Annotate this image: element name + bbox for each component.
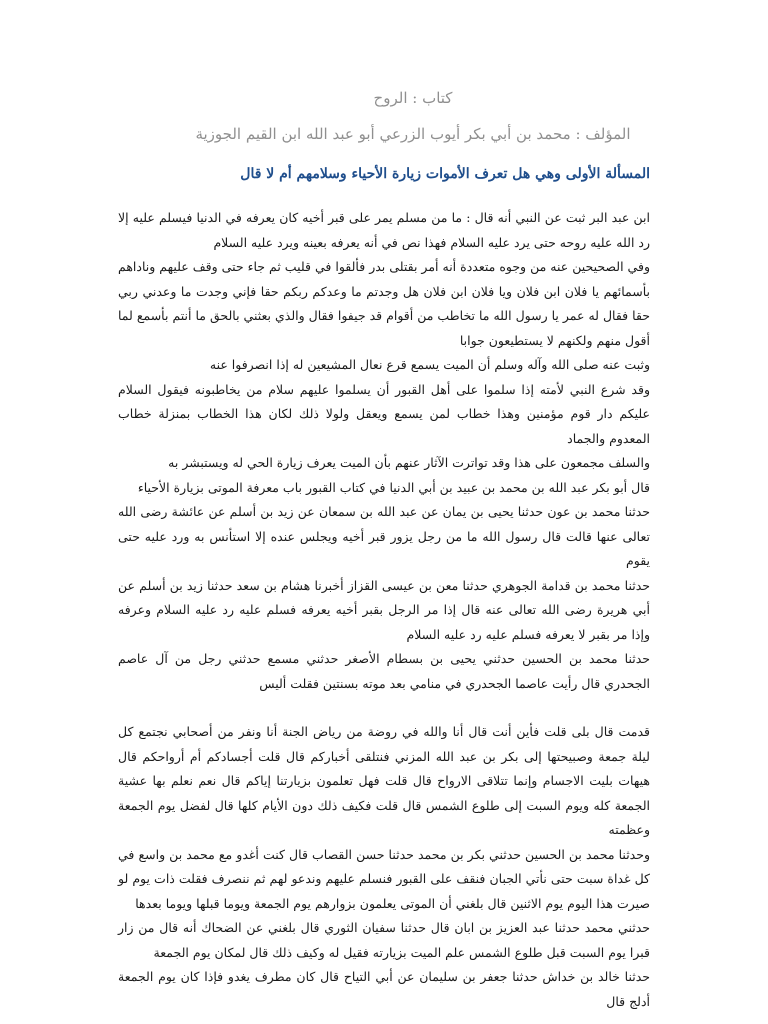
paragraph: وفي الصحيحين عنه من وجوه متعددة أنه أمر بقتلى بدر فألقوا في قليب ثم جاء حتى وقف عليهم وناداهم بأسمائهم يا فلان ابن فلان ويا فلان ابن فلان هل وجدتم ما وعدكم ربكم حقا فإني وجدت ما وعدني ربي حقا فقال له عمر يا رسول الله ما تخاطب من أقوام قد جيفوا فقال والذي بعثني بالحق ما أنتم بأسمع لما أقول منهم ولكنهم لا يستطيعون جوابا [118,259,650,348]
paragraph: حدثنا خالد بن خداش حدثنا جعفر بن سليمان عن أبي التياح قال كان مطرف يغدو فإذا كان يوم الجمعة أدلج قال [118,969,650,1009]
document-header [178,86,648,146]
book-author: المؤلف : محمد بن أبي بكر أيوب الزرعي أبو عبد الله ابن القيم الجوزية [195,125,631,143]
paragraph: حدثني محمد حدثنا عبد العزيز بن ابان قال حدثنا سفيان الثوري قال بلغني عن الضحاك أنه قال من زار قبرا يوم السبت قبل طلوع الشمس علم الميت بزيارته فقيل له وكيف ذلك قال لمكان يوم الجمعة [118,920,650,960]
paragraph: وثبت عنه صلى الله وآله وسلم أن الميت يسمع قرع نعال المشيعين له إذا انصرفوا عنه [209,357,650,372]
paragraph: قدمت قال بلى قلت فأين أنت قال أنا والله في روضة من رياض الجنة أنا ونفر من أصحابي نجتمع كل ليلة جمعة وصبيحتها إلى بكر بن عبد الله المزني فنتلقى أخباركم قال قلت أجسادكم أم أرواحكم قال هيهات بليت الاجسام وإنما تتلاقى الارواح قال قلت فهل تعلمون بزيارتنا إياكم قال نعم نعلم بها عشية الجمعة كله ويوم السبت إلى طلوع الشمس قال قلت فكيف ذلك دون الأيام كلها قال لفضل يوم الجمعة وعظمته [118,724,650,837]
document-body [118,206,650,1014]
paragraph: حدثنا محمد بن الحسين حدثني يحيى بن بسطام الأصغر حدثني مسمع حدثني رجل من آل عاصم الجحدري قال رأيت عاصما الجحدري في منامي بعد موته بسنتين فقلت أليس [118,651,650,691]
paragraph: قال أبو بكر عبد الله بن محمد بن عبيد بن أبي الدنيا في كتاب القبور باب معرفة الموتى بزيارة الأحياء [137,479,650,495]
paragraph: وقد شرع النبي لأمته إذا سلموا على أهل القبور أن يسلموا عليهم سلام من يخاطبونه فيقول السلام عليكم دار قوم مؤمنين وهذا خطاب لمن يسمع ويعقل ولولا ذلك لكان هذا الخطاب بمنزلة خطاب المعدوم والجماد [118,381,650,446]
chapter-heading: المسألة الأولى وهي هل تعرف الأموات زيارة الأحياء وسلامهم أم لا قال [240,166,650,182]
paragraph: والسلف مجمعون على هذا وقد تواترت الآثار عنهم بأن الميت يعرف زيارة الحي له ويستبشر به [168,455,650,470]
paragraph: حدثنا محمد بن عون حدثنا يحيى بن يمان عن عبد الله بن سمعان عن زيد بن أسلم عن عائشة رضى الله تعالى عنها قالت قال رسول الله ما من رجل يزور قبر أخيه ويجلس عنده إلا استأنس به ورد عليه حتى يقوم [118,504,650,568]
paragraph: حدثنا محمد بن قدامة الجوهري حدثنا معن بن عيسى القزاز أخبرنا هشام بن سعد حدثنا زيد بن أسلم عن أبي هريرة رضى الله تعالى عنه قال إذا مر الرجل بقبر أخيه يعرفه فسلم عليه رد عليه السلام وعرفه وإذا مر بقبر لا يعرفه فسلم عليه رد عليه السلام [118,577,650,642]
book-title: كتاب : الروح [373,89,453,107]
paragraph: وحدثنا محمد بن الحسين حدثني بكر بن محمد حدثنا حسن القصاب قال كنت أغدو مع محمد بن واسع في كل غداة سبت حتى نأتي الجبان فنقف على القبور فنسلم عليهم وندعو لهم ثم ننصرف فقلت ذات يوم لو صيرت هذا اليوم يوم الاثنين قال بلغني أن الموتى يعلمون بزوارهم يوم الجمعة ويوما قبلها ويوما بعدها [118,846,650,911]
paragraph: ابن عبد البر ثبت عن النبي أنه قال : ما من مسلم يمر على قبر أخيه كان يعرفه في الدنيا فيسلم عليه إلا رد الله عليه روحه حتى يرد عليه السلام فهذا نص في أنه يعرفه بعينه ويرد عليه السلام [118,210,650,250]
